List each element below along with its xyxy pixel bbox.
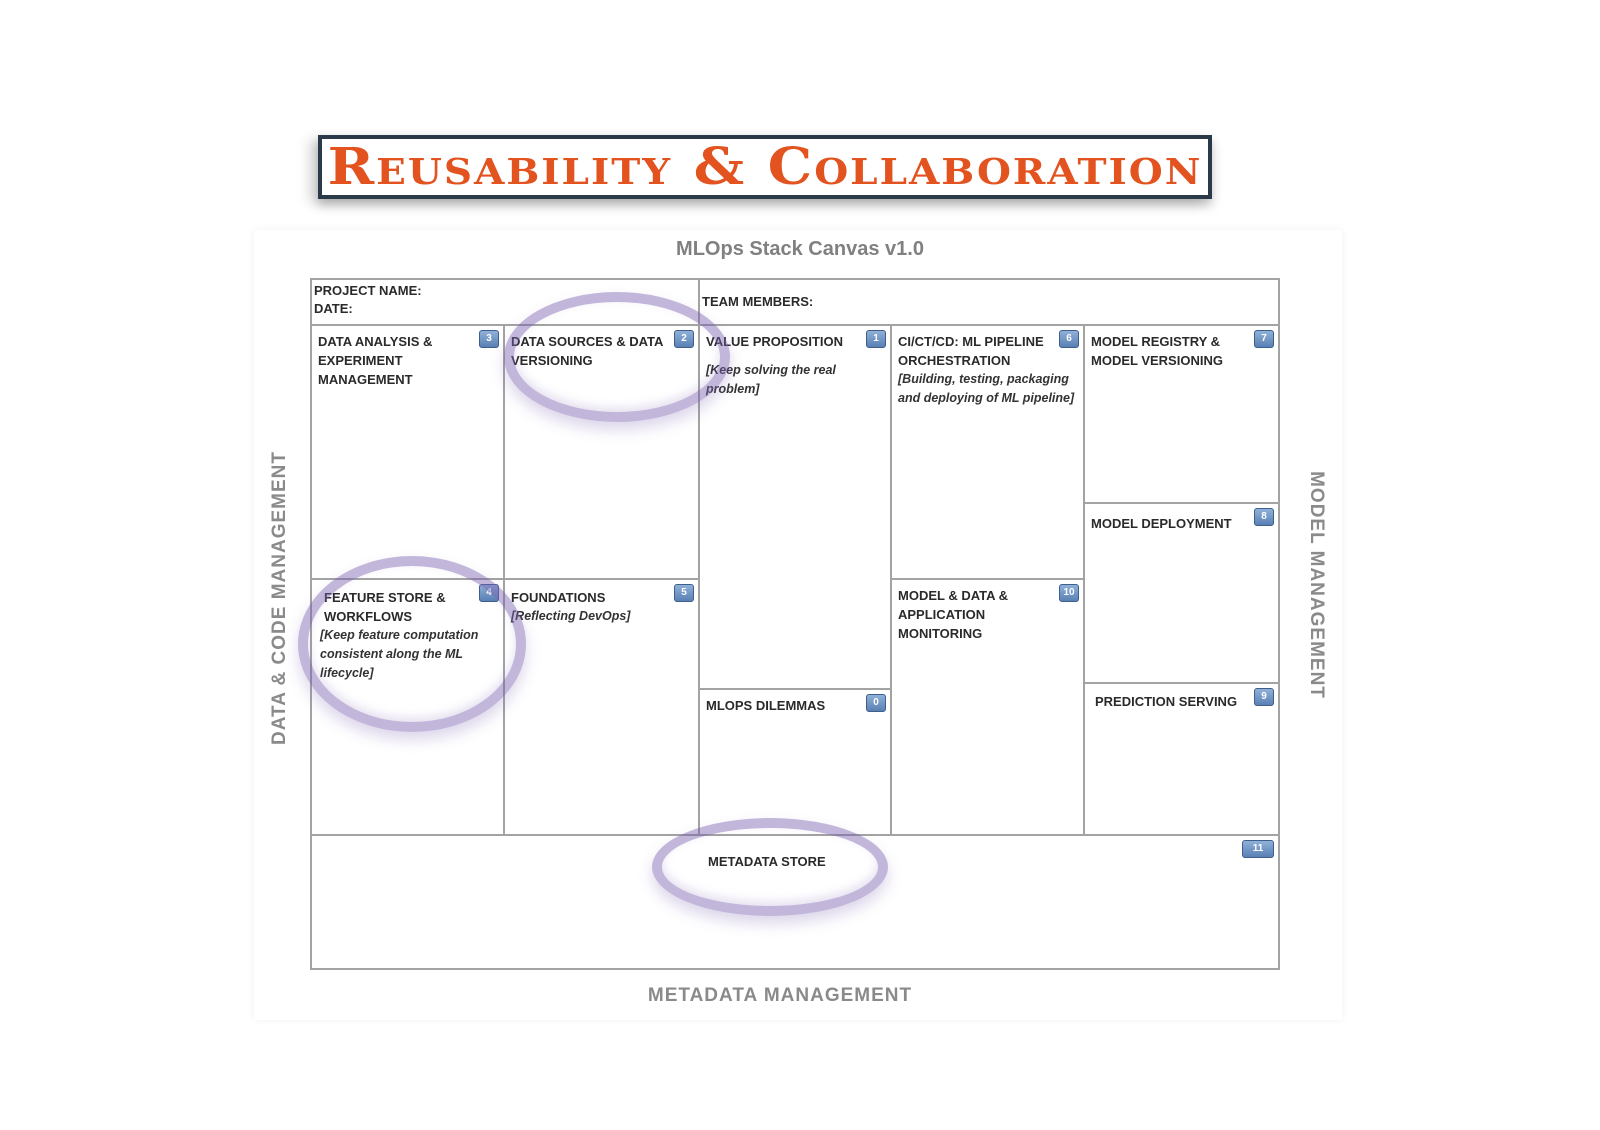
block-number-badge: 4 <box>479 584 499 602</box>
block-metadata-store <box>310 834 1280 970</box>
block-cicd-content <box>898 332 1075 408</box>
right-axis-label: MODEL MANAGEMENT <box>1306 471 1327 699</box>
block-mlops-dilemmas <box>698 688 892 836</box>
project-info-labels <box>314 282 422 318</box>
block-data-sources-label: DATA SOURCES & DATA VERSIONING <box>511 334 663 368</box>
block-data-analysis-label: DATA ANALYSIS & EXPERIMENT MANAGEMENT <box>318 334 433 387</box>
block-cicd-note: [Building, testing, packaging and deploying of ML pipeline] <box>898 372 1075 405</box>
canvas-title: MLOps Stack Canvas v1.0 <box>676 238 924 260</box>
block-foundations-content <box>511 588 681 626</box>
block-foundations-note: [Reflecting DevOps] <box>511 609 631 623</box>
banner-title: Reusability & Collaboration <box>327 137 1203 197</box>
block-prediction-serving <box>1083 682 1280 836</box>
block-feature-store-note: [Keep feature computation consistent along the ML lifecycle] <box>320 628 479 680</box>
block-value-proposition-content <box>706 332 866 399</box>
block-data-analysis <box>310 324 505 580</box>
block-monitoring-label: MODEL & DATA & APPLICATION MONITORING <box>898 588 1009 641</box>
block-foundations-label: FOUNDATIONS <box>511 590 606 605</box>
block-number-badge: 2 <box>674 330 694 348</box>
team-members-box <box>698 278 1280 326</box>
block-number-badge: 0 <box>866 694 886 712</box>
project-info-box <box>310 278 700 326</box>
block-foundations <box>503 578 700 836</box>
block-monitoring <box>890 578 1085 836</box>
title-banner <box>318 135 1212 199</box>
block-feature-store-label: FEATURE STORE & WORKFLOWS <box>324 590 446 624</box>
date-label: DATE: <box>314 301 353 316</box>
block-metadata-store-label: METADATA STORE <box>708 854 826 869</box>
block-value-proposition <box>698 324 892 690</box>
team-members-label: TEAM MEMBERS: <box>702 294 814 309</box>
block-value-proposition-note: [Keep solving the real problem] <box>706 363 836 396</box>
block-number-badge: 8 <box>1254 508 1274 526</box>
block-value-proposition-label: VALUE PROPOSITION <box>706 334 843 349</box>
block-number-badge: 3 <box>479 330 499 348</box>
left-axis-label: DATA & CODE MANAGEMENT <box>269 451 290 745</box>
block-cicd <box>890 324 1085 580</box>
block-number-badge: 7 <box>1254 330 1274 348</box>
project-name-label: PROJECT NAME: <box>314 283 422 298</box>
block-number-badge: 10 <box>1059 584 1079 602</box>
bottom-axis-label: METADATA MANAGEMENT <box>647 985 913 1006</box>
block-prediction-serving-label: PREDICTION SERVING <box>1095 694 1238 709</box>
block-cicd-label: CI/CT/CD: ML PIPELINE ORCHESTRATION <box>898 334 1044 368</box>
block-number-badge: 9 <box>1254 688 1274 706</box>
block-model-registry-label: MODEL REGISTRY & MODEL VERSIONING <box>1091 334 1223 368</box>
block-data-sources <box>503 324 700 580</box>
block-number-badge: 5 <box>674 584 694 602</box>
block-number-badge: 11 <box>1242 840 1274 858</box>
block-mlops-dilemmas-label: MLOPS DILEMMAS <box>706 698 826 713</box>
block-number-badge: 1 <box>866 330 886 348</box>
block-model-deployment <box>1083 502 1280 684</box>
block-feature-store-content <box>320 588 494 683</box>
block-model-deployment-label: MODEL DEPLOYMENT <box>1091 516 1232 531</box>
block-number-badge: 6 <box>1059 330 1079 348</box>
block-feature-store <box>310 578 505 836</box>
block-model-registry <box>1083 324 1280 504</box>
